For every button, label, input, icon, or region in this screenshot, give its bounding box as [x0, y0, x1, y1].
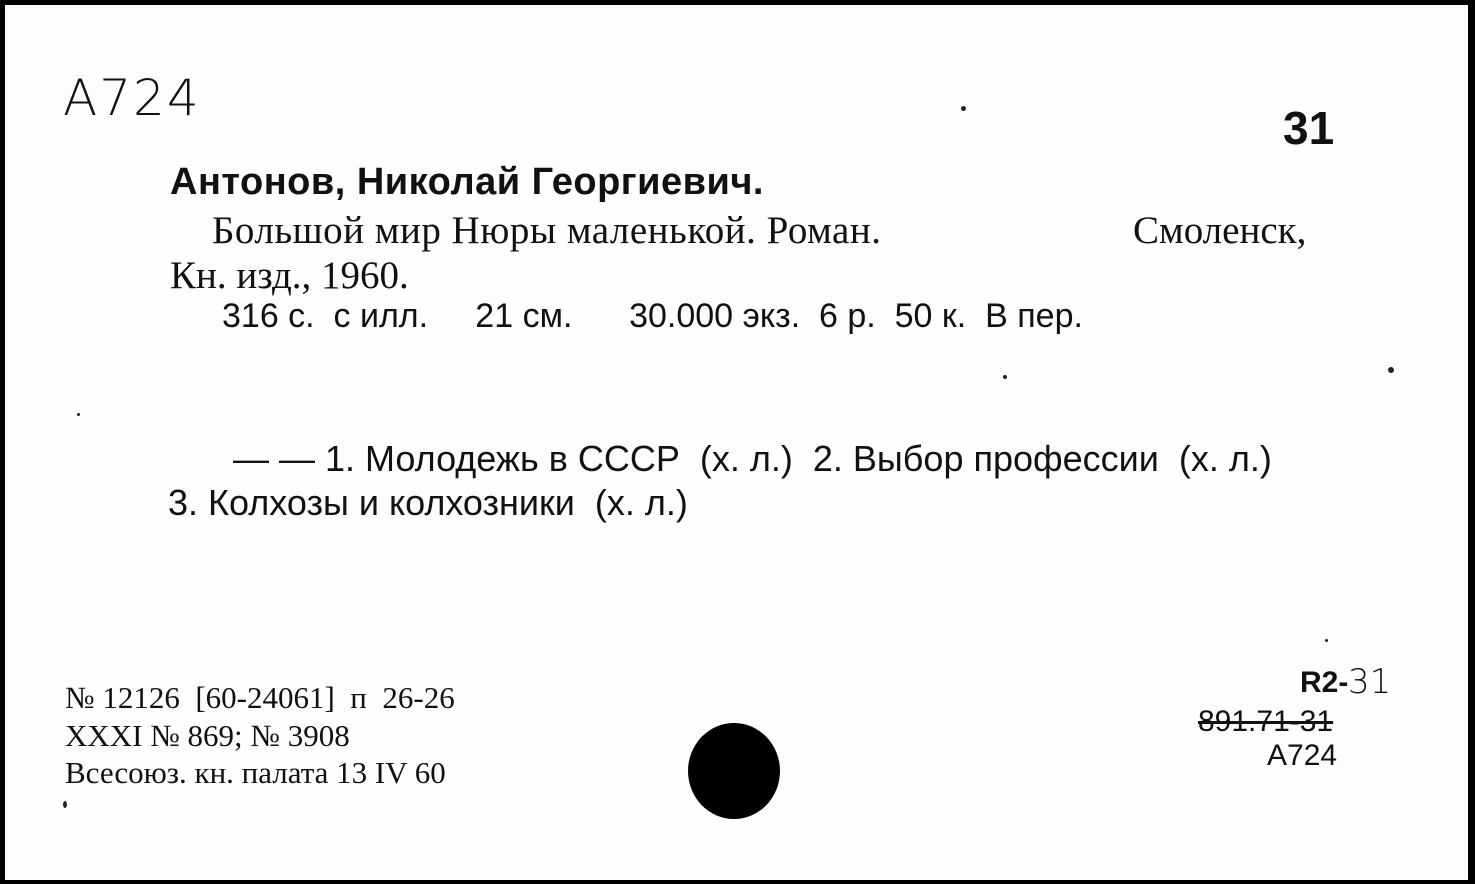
author-heading: Антонов, Николай Георгиевич.	[170, 161, 764, 203]
subject-headings-line-1: — — 1. Молодежь в СССР (х. л.) 2. Выбор профессии (х. л.)	[233, 438, 1272, 479]
ink-speck	[1325, 639, 1328, 642]
classification-handwritten: 31	[1348, 662, 1392, 702]
ink-speck	[63, 801, 67, 808]
handwritten-call-number: A724	[63, 69, 201, 127]
ink-speck	[1003, 375, 1007, 379]
physical-description: 316 с. с илл. 21 см. 30.000 экз. 6 р. 50 к. В пер.	[222, 297, 1083, 335]
struck-classification: 891.71-31	[1198, 705, 1334, 738]
shelf-mark: A724	[1267, 739, 1338, 772]
publisher-year: Кн. изд., 1960.	[170, 254, 409, 297]
classification-code: R2-	[1300, 666, 1349, 699]
imprint-line-3: Всесоюз. кн. палата 13 IV 60	[65, 755, 446, 790]
subject-headings-line-2: 3. Колхозы и колхозники (х. л.)	[168, 482, 688, 523]
ink-speck	[77, 413, 80, 416]
card-number: 31	[1283, 102, 1335, 154]
ink-speck	[1388, 367, 1394, 373]
publication-place: Смоленск,	[1133, 209, 1307, 252]
punch-hole	[688, 723, 780, 819]
imprint-line-1: № 12126 [60-24061] п 26-26	[65, 680, 455, 715]
book-title: Большой мир Нюры маленькой. Роман.	[212, 209, 882, 252]
ink-speck	[961, 106, 966, 111]
imprint-line-2: XXXI № 869; № 3908	[65, 718, 350, 753]
